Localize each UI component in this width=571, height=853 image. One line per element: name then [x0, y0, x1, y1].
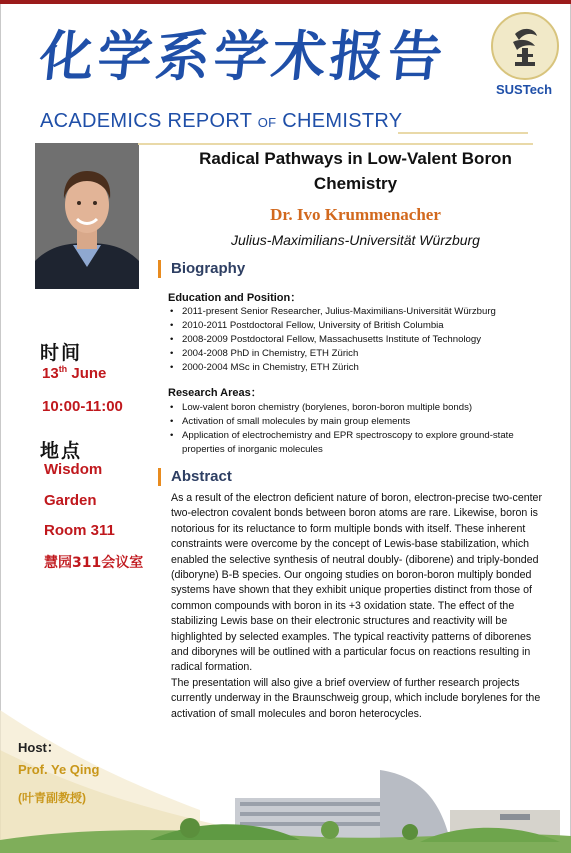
- host-label: Host：: [18, 740, 60, 755]
- place-line: Room 311: [44, 522, 115, 539]
- speaker-name: Dr. Ivo Krummenacher: [270, 205, 441, 224]
- list-item: • 2008-2009 Postdoctoral Fellow, Massachusetts Institute of Technology: [168, 333, 548, 347]
- education-list: [168, 305, 548, 375]
- place-heading: 地点: [40, 440, 83, 462]
- list-item: • 2011-present Senior Researcher, Julius-Maximilians-Universität Würzburg: [168, 305, 548, 319]
- list-item: • 2004-2008 PhD in Chemistry, ETH Zürich: [168, 347, 548, 361]
- speaker-photo: [35, 143, 139, 289]
- list-item: • 2010-2011 Postdoctoral Fellow, University of British Columbia: [168, 319, 548, 333]
- abstract-paragraph: As a result of the electron deficient nature of boron, electron-precise two-center two-electron covalent bonds between boron atoms are rare. Likewise, boron is notorious for its reluctance to form multiple bonds with itself. These inherent constraints were overcome by the concept of Lewis-base stabilization, which enabled the selective synthesis of neutral doubly- (diborene) and triply-bonded (diboryne) B-B species. Our ongoing studies on boron-boron multiply bonded systems have shown that they exhibit unique properties distinct from those of common compounds with boron in its +3 oxidation state. The effect of the stabilizing Lewis base on their electronic structures and reactivity will be highlighted by selected examples. The typical reactivity patterns of diborenes and diborynes will be outlined with a particular focus on reactions resulting in radical formation.: [171, 492, 542, 674]
- abstract-heading: Abstract: [158, 468, 232, 486]
- place-cn: 慧园311会议室: [44, 555, 144, 571]
- host-name: Prof. Ye Qing: [18, 762, 100, 777]
- title-rule: [138, 143, 533, 145]
- abstract-body: [171, 491, 547, 722]
- abstract-paragraph: The presentation will also give a brief overview of further research projects currently underway in the Braunschweig group, which include borylenes for the activation of small molecules and boron heterocycles.: [171, 676, 541, 720]
- english-subtitle: ACADEMICS REPORT OF CHEMISTRY: [40, 110, 403, 132]
- list-item: • Low-valent boron chemistry (borylenes, boron-boron multiple bonds): [168, 401, 540, 415]
- list-item: • Application of electrochemistry and EPR spectroscopy to explore ground-state properties of inorganic molecules: [168, 429, 540, 457]
- speaker-affiliation: Julius-Maximilians-Universität Würzburg: [231, 232, 480, 248]
- time-heading: 时间: [40, 342, 83, 364]
- logo-text: SUSTech: [496, 82, 553, 97]
- sustech-logo-icon: [491, 12, 559, 80]
- date-text: 13th June: [42, 364, 107, 382]
- research-list: [168, 401, 540, 457]
- list-item: • Activation of small molecules by main group elements: [168, 415, 540, 429]
- host-name-cn: (叶青副教授): [18, 791, 86, 805]
- talk-title: Radical Pathways in Low-Valent Boron Chemistry: [199, 149, 512, 193]
- research-heading: Research Areas：: [168, 387, 262, 399]
- place-line: Wisdom: [44, 461, 103, 478]
- top-accent-bar: [0, 0, 571, 4]
- calligraphy-title: 化学系学术报告: [36, 24, 450, 88]
- place-line: Garden: [44, 492, 97, 509]
- education-heading: Education and Position：: [168, 292, 302, 304]
- time-text: 10:00-11:00: [42, 398, 123, 415]
- header-rule: [398, 132, 528, 134]
- biography-heading: Biography: [158, 260, 245, 278]
- list-item: • 2000-2004 MSc in Chemistry, ETH Zürich: [168, 361, 548, 375]
